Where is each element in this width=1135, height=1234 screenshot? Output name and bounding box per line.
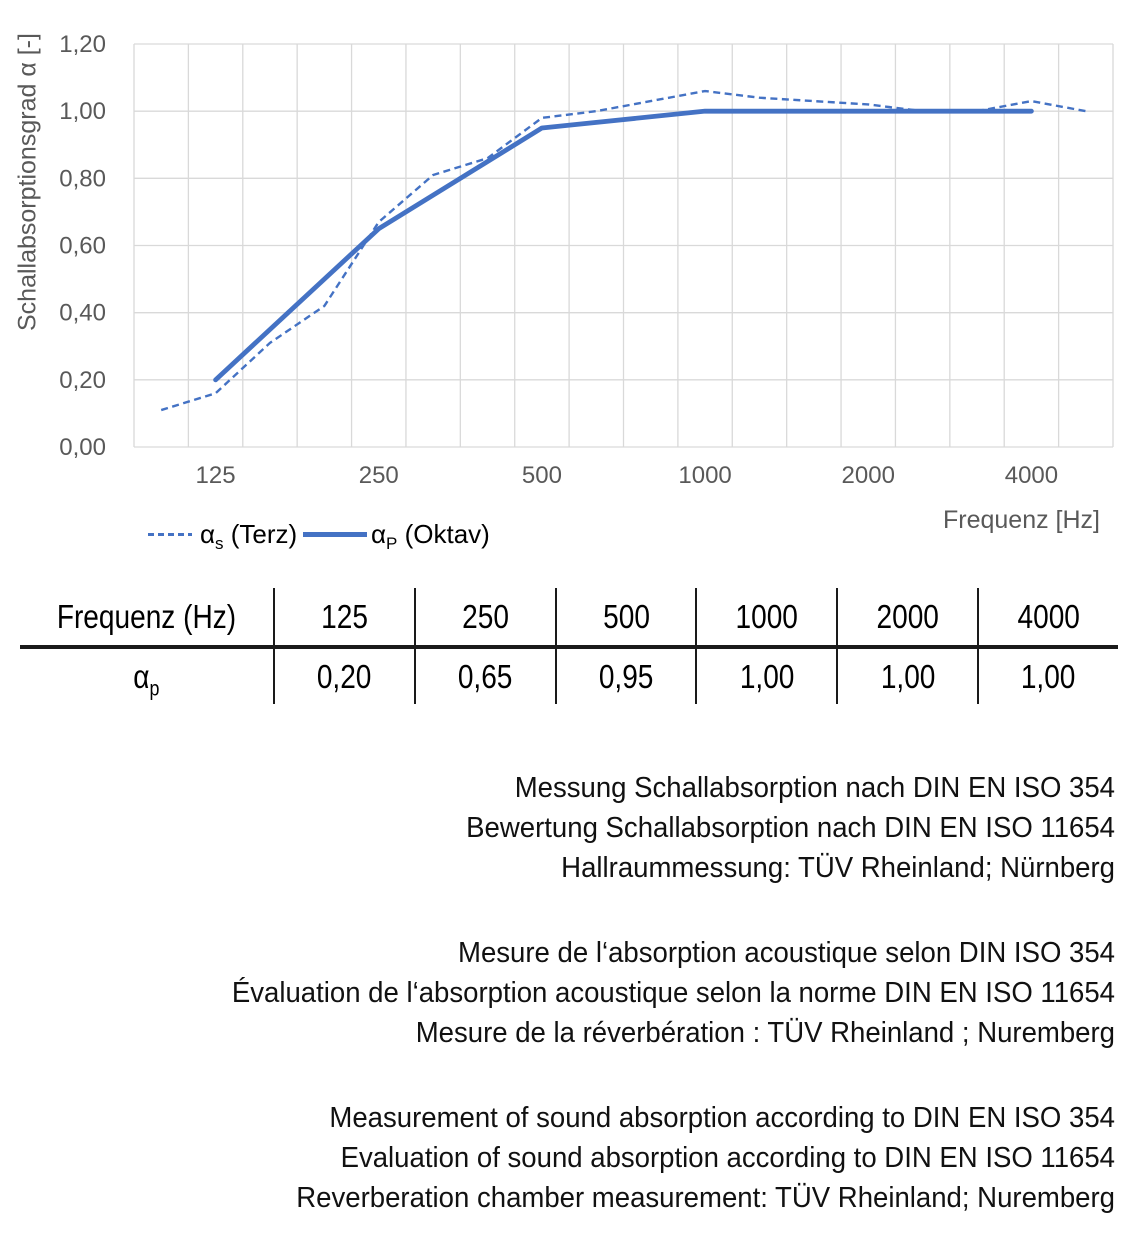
x-axis-title: Frequenz [Hz] [942,506,1100,534]
absorption-table [20,588,1118,704]
svg-text:4000: 4000 [1004,462,1059,489]
svg-text:500: 500 [521,462,562,489]
table-header-cell: 500 [555,588,696,649]
table-header-cell: 2000 [836,588,977,649]
svg-text:0,20: 0,20 [59,366,106,394]
absorption-chart [0,0,1135,585]
table-header-cell: 125 [273,588,414,649]
table-header-cell: 1000 [695,588,836,649]
table-header-label: Frequenz (Hz) [20,588,273,649]
legend-label-alpha-p: $\alpha_P$ (Oktav) [371,518,490,553]
svg-text:1,00: 1,00 [59,98,106,126]
svg-text:2000: 2000 [841,462,895,489]
svg-text:0,00: 0,00 [59,434,106,461]
note-line: Reverberation chamber measurement: TÜV Rheinland; Nuremberg [296,1182,1115,1214]
note-block-german [15,768,1115,888]
svg-text:0,40: 0,40 [59,299,106,327]
svg-text:0,80: 0,80 [59,165,106,193]
svg-text:0,60: 0,60 [59,232,106,260]
table-value-cell: 0,95 [555,649,696,704]
solid-line-swatch [303,532,367,537]
note-line: Mesure de la réverbération : TÜV Rheinland ; Nuremberg [415,1017,1116,1049]
svg-text:250: 250 [358,462,399,489]
table-value-cell: 1,00 [836,649,977,704]
chart-plot-area [0,0,1135,500]
note-block-french [15,933,1115,1053]
table-value-cell: 0,65 [414,649,555,704]
table-header-cell: 250 [414,588,555,649]
svg-text:125: 125 [195,462,236,489]
svg-text:1000: 1000 [678,462,732,489]
note-line: Messung Schallabsorption nach DIN EN ISO 354 [514,772,1115,804]
note-block-english [15,1098,1115,1218]
dashed-line-swatch [148,533,192,536]
note-line: Hallraummessung: TÜV Rheinland; Nürnberg [561,852,1115,884]
note-line: Evaluation of sound absorption according to DIN EN ISO 11654 [340,1142,1116,1174]
table-value-cell: 1,00 [977,649,1118,704]
legend-item-alpha-s [148,518,298,553]
table-header-cell: 4000 [977,588,1118,649]
note-line: Mesure de l‘absorption acoustique selon DIN ISO 354 [458,937,1115,969]
chart-legend [0,518,1135,553]
y-axis-title: Schallabsorptionsgrad α [-] [13,33,42,331]
table-value-cell: 1,00 [695,649,836,704]
legend-label-alpha-s: $\alpha_s$ (Terz) [200,518,298,553]
svg-text:1,20: 1,20 [59,31,106,58]
note-line: Bewertung Schallabsorption nach DIN EN ISO 11654 [466,812,1115,844]
legend-item-alpha-p [303,518,490,553]
table-value-cell: 0,20 [273,649,414,704]
table-row-label-alpha-p: $\alpha_p$ [133,657,160,701]
note-line: Évaluation de l‘absorption acoustique selon la norme DIN EN ISO 11654 [231,977,1115,1009]
note-line: Measurement of sound absorption according to DIN EN ISO 354 [329,1102,1115,1134]
